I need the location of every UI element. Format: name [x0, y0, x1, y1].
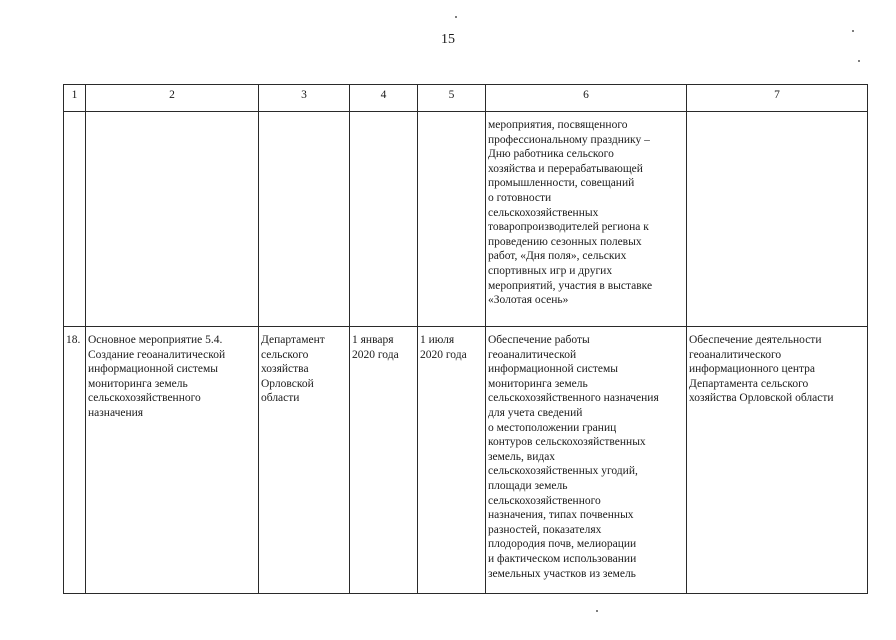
scan-speck: [455, 16, 457, 18]
cell-text-line: сельскохозяйственного: [488, 494, 601, 507]
activity-cell: [86, 327, 259, 594]
cell-text-line: «Золотая осень»: [488, 294, 569, 307]
executor-cell: [259, 112, 350, 327]
note-cell: [687, 112, 868, 327]
cell-text-line: о готовности: [488, 191, 552, 204]
cell-text-line: профессиональному празднику –: [488, 133, 650, 146]
cell-text-line: Обеспечение работы: [488, 334, 590, 346]
row-number-cell: [64, 112, 86, 327]
cell-text-line: разностей, показателях: [488, 523, 602, 536]
note-cell: [687, 327, 868, 594]
cell-text-line: сельскохозяйственных: [488, 206, 599, 219]
column-header: 7: [687, 85, 868, 112]
cell-text-line: 2020 года: [352, 348, 399, 361]
table-header-row: [64, 85, 868, 112]
cell-text-line: хозяйства Орловской области: [689, 392, 834, 405]
cell-text-line: контуров сельскохозяйственных: [488, 436, 646, 449]
column-header: 2: [86, 85, 259, 112]
cell-text-line: назначения, типах почвенных: [488, 509, 634, 522]
column-header: 4: [350, 85, 418, 112]
cell-text-line: информационного центра: [689, 363, 815, 376]
page-number: 15: [441, 32, 455, 47]
cell-text-line: 1 января: [352, 334, 394, 346]
row-number-cell: 18.: [64, 327, 86, 594]
cell-text-line: назначения: [88, 406, 144, 419]
column-header: 1: [64, 85, 86, 112]
cell-text-line: мероприятий, участия в выставке: [488, 279, 653, 292]
result-cell: [486, 327, 687, 594]
end-date-cell: [418, 112, 486, 327]
program-activities-table: [63, 84, 868, 594]
end-date-cell: [418, 327, 486, 594]
cell-text-line: сельскохозяйственного: [88, 392, 201, 405]
result-cell: [486, 112, 687, 327]
cell-text-line: 1 июля: [420, 334, 455, 346]
executor-cell: [259, 327, 350, 594]
cell-text-line: и фактическом использовании: [488, 552, 637, 565]
cell-text-line: Департамента сельского: [689, 377, 809, 390]
cell-text-line: геоаналитической: [488, 348, 577, 361]
cell-text-line: области: [261, 392, 300, 405]
column-header: 3: [259, 85, 350, 112]
cell-text-line: площади земель: [488, 479, 568, 492]
cell-text-line: промышленности, совещаний: [488, 177, 635, 190]
cell-text-line: Обеспечение деятельности: [689, 334, 822, 346]
cell-text-line: сельскохозяйственного назначения: [488, 392, 659, 405]
cell-text-line: работ, «Дня поля», сельских: [488, 250, 627, 263]
cell-text-line: товаропроизводителей региона к: [488, 221, 649, 234]
cell-text-line: Создание геоаналитической: [88, 348, 226, 361]
cell-text-line: спортивных игр и других: [488, 264, 613, 277]
cell-text-line: проведению сезонных полевых: [488, 235, 642, 248]
cell-text-line: земель, видах: [488, 450, 556, 463]
cell-text-line: для учета сведений: [488, 406, 583, 419]
start-date-cell: [350, 327, 418, 594]
activity-cell: [86, 112, 259, 327]
cell-text-line: сельскохозяйственных угодий,: [488, 465, 638, 478]
cell-text-line: геоаналитического: [689, 348, 782, 361]
cell-text-line: о местоположении границ: [488, 421, 617, 434]
cell-text-line: земельных участков из земель: [488, 567, 636, 580]
cell-text-line: плодородия почв, мелиорации: [488, 538, 637, 551]
cell-text-line: информационной системы: [88, 363, 219, 376]
table-row: [64, 327, 868, 594]
cell-text-line: Основное мероприятие 5.4.: [88, 334, 223, 346]
cell-text-line: сельского: [261, 348, 309, 361]
cell-text-line: мероприятия, посвященного: [488, 119, 628, 131]
scan-speck: [858, 60, 860, 62]
cell-text-line: 2020 года: [420, 348, 467, 361]
cell-text-line: информационной системы: [488, 363, 619, 376]
scan-speck: [596, 610, 598, 612]
start-date-cell: [350, 112, 418, 327]
cell-text-line: хозяйства: [261, 363, 309, 376]
cell-text-line: Департамент: [261, 334, 325, 346]
cell-text-line: мониторинга земель: [488, 377, 588, 390]
cell-text-line: хозяйства и перерабатывающей: [488, 162, 643, 175]
scan-speck: [852, 30, 854, 32]
table-row: [64, 112, 868, 327]
column-header: 5: [418, 85, 486, 112]
cell-text-line: Орловской: [261, 377, 314, 390]
cell-text-line: Дню работника сельского: [488, 148, 614, 161]
cell-text-line: мониторинга земель: [88, 377, 188, 390]
column-header: 6: [486, 85, 687, 112]
